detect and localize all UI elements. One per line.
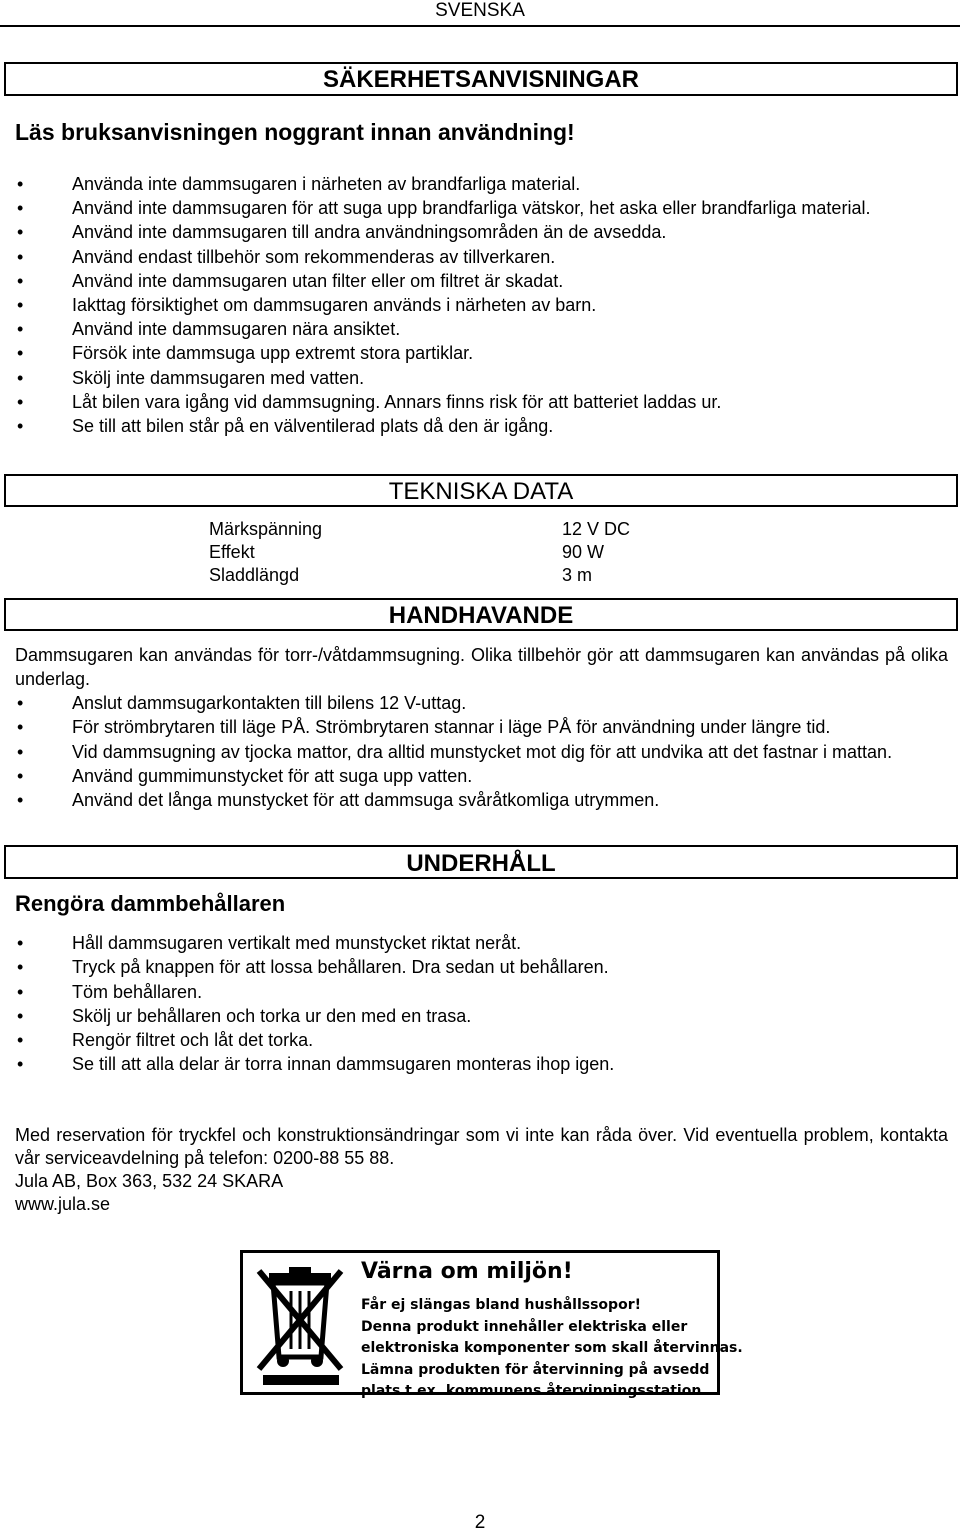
tech-title: TEKNISKA DATA bbox=[388, 478, 574, 505]
list-item: • Iakttag försiktighet om dammsugaren används i närheten av barn. bbox=[15, 293, 948, 317]
tech-title-box bbox=[4, 474, 958, 507]
list-item: • Använd inte dammsugaren utan filter eller om filtret är skadat. bbox=[15, 269, 948, 293]
maintenance-subtitle: Rengöra dammbehållaren bbox=[15, 891, 286, 916]
list-item: • Tryck på knappen för att lossa behållaren. Dra sedan ut behållaren. bbox=[15, 955, 948, 979]
company-address: Jula AB, Box 363, 532 24 SKARA bbox=[15, 1171, 284, 1191]
usage-list bbox=[15, 691, 948, 812]
spec-value: 3 m bbox=[562, 565, 593, 585]
spec-label: Sladdlängd bbox=[209, 565, 300, 585]
maintenance-list bbox=[15, 931, 948, 1077]
environment-line: Lämna produkten för återvinning på avsedd bbox=[361, 1361, 710, 1378]
footer-block bbox=[15, 1124, 948, 1216]
list-item: • Använda inte dammsugaren i närheten av brandfarliga material. bbox=[15, 172, 948, 196]
list-item: • För strömbrytaren till läge PÅ. Strömbrytaren stannar i läge PÅ för användning under längre tid. bbox=[15, 715, 948, 739]
website-link[interactable]: www.jula.se bbox=[15, 1194, 111, 1214]
list-item: • Använd det långa munstycket för att dammsuga svåråtkomliga utrymmen. bbox=[15, 788, 948, 812]
list-item: • Rengör filtret och låt det torka. bbox=[15, 1028, 948, 1052]
maintenance-title-box bbox=[4, 845, 958, 879]
header-rule bbox=[0, 25, 960, 27]
list-item: • Se till att bilen står på en välventilerad plats då den är igång. bbox=[15, 414, 948, 438]
spec-label-column bbox=[209, 518, 322, 587]
environment-notice bbox=[240, 1250, 743, 1399]
spec-value: 90 W bbox=[562, 542, 605, 562]
disclaimer-text: Med reservation för tryckfel och konstruktionsändringar som vi inte kan råda över. Vid eventuella problem, kontakta vår serviceavdelning på telefon: 0200-88 55 88. bbox=[15, 1125, 948, 1168]
list-item: • Skölj ur behållaren och torka ur den med en trasa. bbox=[15, 1004, 948, 1028]
list-item: • Använd endast tillbehör som rekommenderas av tillverkaren. bbox=[15, 245, 948, 269]
usage-title-box bbox=[4, 598, 958, 631]
list-item: • Använd inte dammsugaren till andra användningsområden än de avsedda. bbox=[15, 220, 948, 244]
list-item: • Använd gummimunstycket för att suga upp vatten. bbox=[15, 764, 948, 788]
list-item: • Håll dammsugaren vertikalt med munstycket riktat neråt. bbox=[15, 931, 948, 955]
environment-line: elektroniska komponenter som skall återvinnas. bbox=[361, 1340, 743, 1356]
list-item: • Försök inte dammsuga upp extremt stora partiklar. bbox=[15, 341, 948, 365]
list-item: • Töm behållaren. bbox=[15, 980, 948, 1004]
page-number: 2 bbox=[474, 1512, 486, 1533]
environment-title: Värna om miljön! bbox=[361, 1259, 573, 1284]
list-item: • Använd inte dammsugaren för att suga upp brandfarliga vätskor, het aska eller brandfarliga material. bbox=[15, 196, 948, 220]
list-item: • Låt bilen vara igång vid dammsugning. Annars finns risk för att batteriet laddas ur. bbox=[15, 390, 948, 414]
environment-line: Denna produkt innehåller elektriska eller bbox=[361, 1318, 688, 1335]
spec-label: Märkspänning bbox=[209, 519, 323, 539]
list-item: • Anslut dammsugarkontakten till bilens 12 V-uttag. bbox=[15, 691, 948, 715]
usage-intro: Dammsugaren kan användas för torr-/våtdammsugning. Olika tillbehör gör att dammsugaren kan användas på olika underlag. bbox=[15, 645, 948, 689]
environment-text bbox=[361, 1295, 743, 1403]
environment-line: Får ej slängas bland hushållssopor! bbox=[361, 1297, 641, 1313]
list-item: • Se till att alla delar är torra innan dammsugaren monteras ihop igen. bbox=[15, 1052, 948, 1076]
list-item: • Skölj inte dammsugaren med vatten. bbox=[15, 366, 948, 390]
safety-list bbox=[15, 172, 948, 438]
usage-title: HANDHAVANDE bbox=[388, 602, 574, 629]
list-item: • Vid dammsugning av tjocka mattor, dra alltid munstycket mot dig för att undvika att det fastnar i mattan. bbox=[15, 740, 948, 764]
spec-value-column bbox=[562, 518, 630, 587]
environment-line: plats t.ex. kommunens återvinningsstation. bbox=[361, 1383, 707, 1399]
safety-title: SÄKERHETSANVISNINGAR bbox=[322, 66, 640, 93]
language-header: SVENSKA bbox=[435, 0, 525, 21]
spec-value: 12 V DC bbox=[562, 519, 631, 539]
safety-title-box bbox=[4, 62, 958, 96]
maintenance-title: UNDERHÅLL bbox=[406, 850, 556, 877]
list-item: • Använd inte dammsugaren nära ansiktet. bbox=[15, 317, 948, 341]
spec-label: Effekt bbox=[209, 542, 255, 562]
crossed-out-bin-icon bbox=[253, 1261, 349, 1387]
safety-intro: Läs bruksanvisningen noggrant innan användning! bbox=[15, 119, 575, 145]
